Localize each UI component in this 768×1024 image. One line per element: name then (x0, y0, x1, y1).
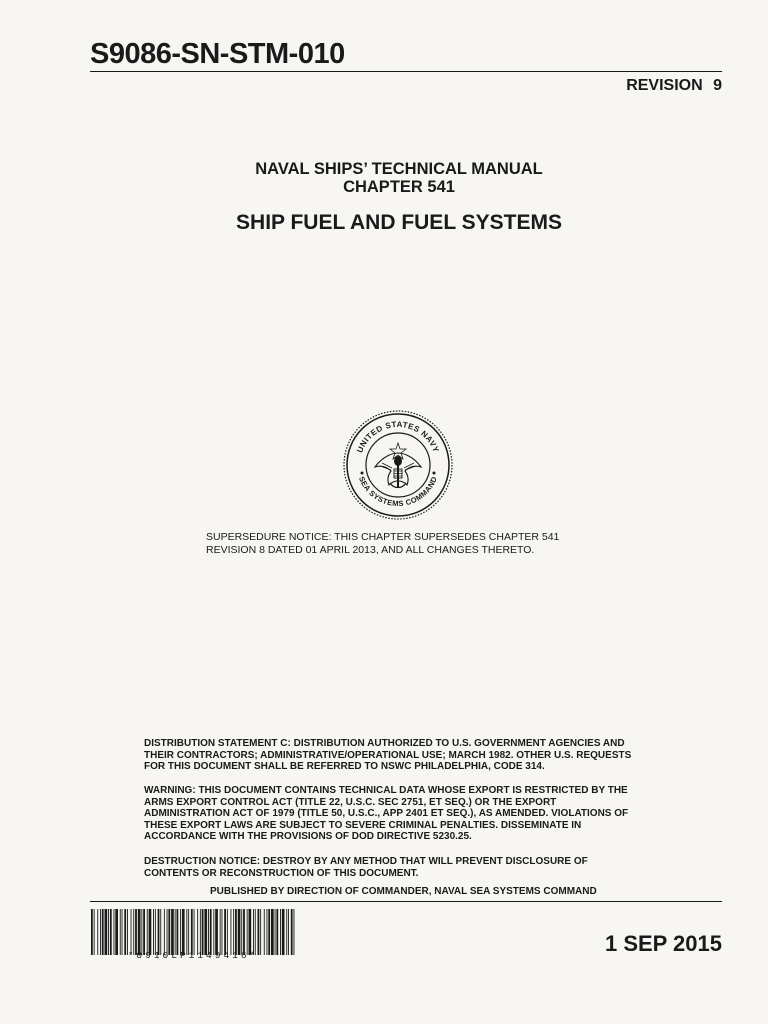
chapter-number: CHAPTER 541 (343, 178, 455, 196)
barcode-bar (280, 909, 281, 955)
barcode-bar (155, 909, 156, 955)
naval-sea-systems-command-seal-icon (342, 409, 454, 521)
barcode-bar (233, 909, 234, 955)
barcode-bar (247, 909, 248, 955)
barcode-bar (143, 909, 145, 955)
barcode-bar (258, 909, 260, 955)
barcode-bar (202, 909, 204, 955)
barcode-bar (167, 909, 168, 955)
barcode-bar (197, 909, 198, 955)
barcode-bar (168, 909, 170, 955)
revision-label: REVISION 9 (626, 77, 722, 94)
svg-text:UNITED STATES NAVY (355, 420, 440, 454)
barcode-bar (224, 909, 226, 955)
barcode-bar (131, 909, 132, 955)
barcode-bar (188, 909, 189, 955)
barcode-bar (215, 909, 218, 955)
barcode-bar (114, 909, 115, 955)
barcode-bar (153, 909, 154, 955)
barcode-bar (147, 909, 148, 955)
barcode (90, 909, 296, 955)
barcode-bar (127, 909, 128, 955)
barcode-bar (213, 909, 214, 955)
barcode-bar (115, 909, 118, 955)
barcode-bar (271, 909, 274, 955)
barcode-bar (194, 909, 195, 955)
barcode-bar (210, 909, 212, 955)
barcode-bar (267, 909, 268, 955)
barcode-bar (238, 909, 241, 955)
barcode-bar (120, 909, 121, 955)
barcode-bar (260, 909, 261, 955)
barcode-bar (177, 909, 179, 955)
barcode-bar (175, 909, 176, 955)
barcode-bar (255, 909, 256, 955)
seal-top-lettering: UNITED STATES NAVY (355, 419, 441, 454)
barcode-bar (268, 909, 270, 955)
barcode-bar (108, 909, 109, 955)
barcode-bar (138, 909, 141, 955)
barcode-bar (135, 909, 137, 955)
barcode-bar (94, 909, 95, 955)
barcode-bar (200, 909, 201, 955)
barcode-bar (191, 909, 193, 955)
barcode-bar (241, 909, 242, 955)
barcode-bar (227, 909, 228, 955)
footer-divider (90, 901, 722, 902)
barcode-bar (253, 909, 254, 955)
barcode-bar (243, 909, 245, 955)
barcode-bar (122, 909, 123, 955)
barcode-bar (231, 909, 232, 955)
barcode-bar (264, 909, 265, 955)
barcode-bar (124, 909, 126, 955)
publication-date: 1 SEP 2015 (604, 931, 722, 956)
supersedure-notice: SUPERSEDURE NOTICE: THIS CHAPTER SUPERSEDES CHAPTER 541 REVISION 8 DATED 01 APRIL 2013, AND ALL CHANGES THERETO. (206, 531, 560, 556)
barcode-bar (164, 909, 165, 955)
barcode-bar (97, 909, 98, 955)
barcode-bar (182, 909, 185, 955)
barcode-bar (105, 909, 108, 955)
destruction-notice: DESTRUCTION NOTICE: DESTROY BY ANY METHOD THAT WILL PREVENT DISCLOSURE OF CONTENTS OR RECONSTRUCTION OF THIS DOCUMENT. (144, 856, 588, 879)
barcode-bar (180, 909, 181, 955)
barcode-bar (110, 909, 112, 955)
chapter-title: SHIP FUEL AND FUEL SYSTEMS (236, 211, 562, 234)
barcode-bar (220, 909, 221, 955)
barcode-bar (160, 909, 161, 955)
barcode-bar (133, 909, 134, 955)
barcode-bar (204, 909, 207, 955)
barcode-bar (249, 909, 252, 955)
barcode-bar (291, 909, 293, 955)
export-warning: WARNING: THIS DOCUMENT CONTAINS TECHNICAL DATA WHOSE EXPORT IS RESTRICTED BY THE ARMS EXPORT CONTROL ACT (TITLE 22, U.S.C. SEC 2751, ET SEQ.) OR THE EXPORT ADMINISTRATION ACT OF 1979 (TITLE 50, U.S.C., APP 2401 ET SEQ.), AS AMENDED. VIOLATIONS OF THESE EXPORT LAWS ARE SUBJECT TO SEVERE CRIMINAL PENALTIES. DISSEMINATE IN ACCORDANCE WITH THE PROVISIONS OF DOD DIRECTIVE 5230.25. (144, 785, 629, 842)
published-by-line: PUBLISHED BY DIRECTION OF COMMANDER, NAVAL SEA SYSTEMS COMMAND (210, 886, 597, 897)
barcode-number: *0910LP1149416* (127, 950, 259, 961)
barcode-bar (91, 909, 93, 955)
barcode-bar (275, 909, 276, 955)
barcode-bar (171, 909, 174, 955)
distribution-statement: DISTRIBUTION STATEMENT C: DISTRIBUTION AUTHORIZED TO U.S. GOVERNMENT AGENCIES AND THEIR CONTRACTORS; ADMINISTRATIVE/OPERATIONAL USE; MARCH 1982. OTHER U.S. REQUESTS FOR THIS DOCUMENT SHALL BE REFERRED TO NSWC PHILADELPHIA, CODE 314. (144, 738, 632, 772)
barcode-bar (282, 909, 285, 955)
seal-bottom-lettering: SEA SYSTEMS COMMAND (357, 475, 439, 509)
header-divider (90, 71, 722, 72)
barcode-bar (149, 909, 152, 955)
barcode-bar (102, 909, 104, 955)
barcode-bar (288, 909, 289, 955)
barcode-bar (158, 909, 160, 955)
manual-title: NAVAL SHIPS’ TECHNICAL MANUAL (255, 160, 543, 178)
barcode-bar (186, 909, 187, 955)
barcode-bar (222, 909, 223, 955)
barcode-bar (294, 909, 295, 955)
barcode-bar (208, 909, 209, 955)
barcode-bar (286, 909, 287, 955)
barcode-bar (100, 909, 101, 955)
barcode-bar (141, 909, 142, 955)
barcode-bar (235, 909, 237, 955)
document-number: S9086-SN-STM-010 (90, 38, 345, 70)
barcode-bar (276, 909, 278, 955)
